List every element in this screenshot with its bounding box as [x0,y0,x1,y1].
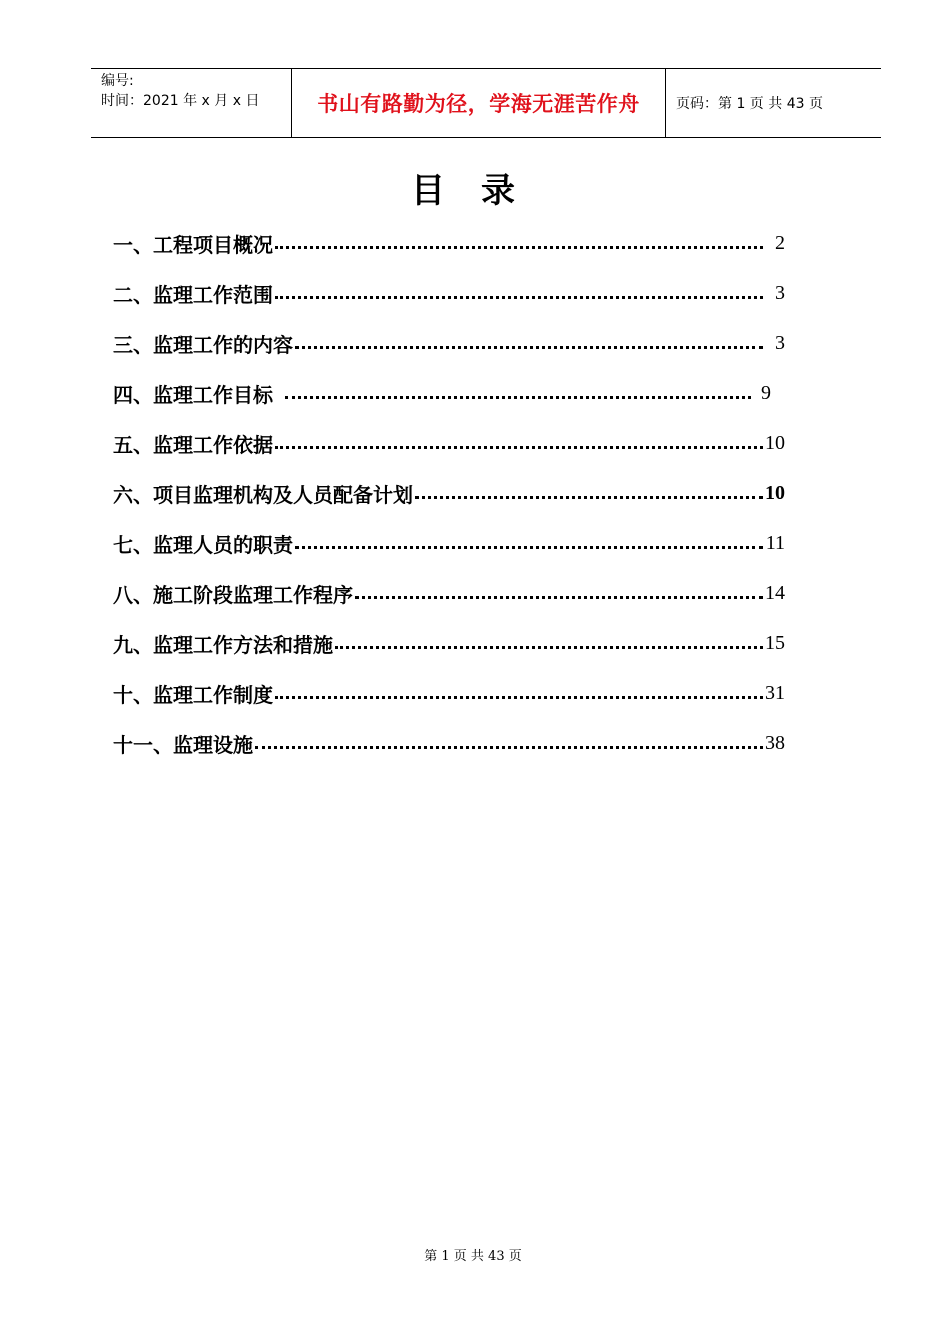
toc-entry-label: 四、监理工作目标 [113,382,273,407]
toc-dot-leader [275,296,763,299]
toc-dot-leader [295,546,763,549]
page-footer: 第 1 页 共 43 页 [424,1249,522,1264]
motto-text: 书山有路勤为径，学海无涯苦作舟 [317,92,640,116]
toc-entry-page: 2 [775,231,785,254]
toc-entry-page: 31 [765,681,785,704]
toc-entry[interactable] [113,718,785,768]
header-left-cell [91,69,292,137]
toc-entry[interactable] [113,668,785,718]
toc-dot-leader [415,496,763,499]
header-table [91,68,881,138]
toc-dot-leader [335,646,763,649]
toc-entry[interactable] [113,218,785,268]
toc-dot-leader [275,446,763,449]
toc-entry-label: 十、监理工作制度 [113,682,273,707]
toc-entry-label: 九、监理工作方法和措施 [113,632,333,657]
toc-entry[interactable] [113,418,785,468]
toc-entry[interactable] [113,518,785,568]
toc-entry-label: 二、监理工作范围 [113,282,273,307]
table-of-contents [113,218,785,768]
header-page-info: 页码：第 1 页 共 43 页 [676,96,823,112]
toc-entry-label: 五、监理工作依据 [113,432,273,457]
toc-entry[interactable] [113,468,785,518]
toc-entry-page: 10 [765,431,785,454]
toc-entry-label: 六、项目监理机构及人员配备计划 [113,482,413,507]
toc-entry[interactable] [113,618,785,668]
page-title: 目录 [411,171,551,211]
toc-entry-page: 3 [775,281,785,304]
toc-entry-page: 9 [761,381,771,404]
toc-dot-leader [275,696,763,699]
header-middle-cell [292,69,666,137]
toc-entry[interactable] [113,568,785,618]
toc-entry-page: 38 [765,731,785,754]
toc-entry-label: 十一、监理设施 [113,732,253,757]
toc-entry-label: 八、施工阶段监理工作程序 [113,582,353,607]
toc-entry-page: 14 [765,581,785,604]
toc-dot-leader [285,396,751,399]
toc-entry-label: 一、工程项目概况 [113,232,273,257]
toc-dot-leader [295,346,763,349]
toc-dot-leader [275,246,763,249]
toc-entry-page: 10 [765,481,785,504]
toc-entry-page: 3 [775,331,785,354]
toc-entry-label: 七、监理人员的职责 [113,532,293,557]
toc-entry[interactable] [113,368,785,418]
toc-dot-leader [355,596,763,599]
header-right-cell [666,69,881,137]
toc-entry-page: 15 [765,631,785,654]
toc-entry[interactable] [113,268,785,318]
document-time-label: 时间：2021 年 x 月 x 日 [101,93,260,109]
toc-entry[interactable] [113,318,785,368]
toc-entry-page: 11 [765,531,785,554]
toc-dot-leader [255,746,763,749]
toc-entry-label: 三、监理工作的内容 [113,332,293,357]
document-number-label: 编号: [101,73,134,89]
